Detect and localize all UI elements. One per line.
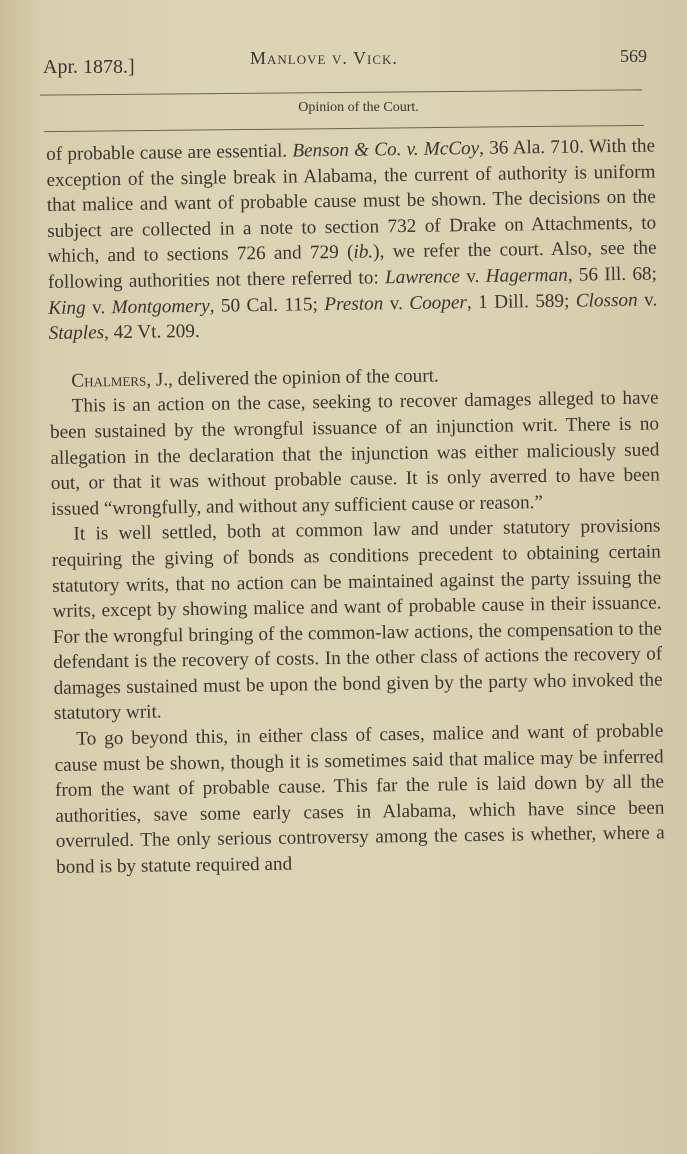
section-subhead: Opinion of the Court. xyxy=(298,100,419,115)
text-run: v. xyxy=(383,292,410,314)
text-run: , 50 Cal. 115; xyxy=(209,293,325,317)
text-run: , 56 Ill. 68; xyxy=(567,263,658,286)
judge-name: Chalmers, J., xyxy=(71,369,174,392)
text-run: , 36 Ala. 710. With the exception of the single break in Alabama, the current of authority is uniform that malice and want of probable cause must be shown. The decisions on the subject are collected in a note to section 732 of Drake on Attachments, to which, and to sections 726 and 729 ( xyxy=(46,135,657,268)
text-run: v. xyxy=(85,296,112,319)
text-run: v. xyxy=(459,265,486,288)
subhead-rule xyxy=(44,125,644,132)
case-name: Preston xyxy=(324,292,384,315)
case-name: Hagerman xyxy=(485,264,568,287)
text-run: of probable cause are essential. xyxy=(46,140,293,165)
court-opinion xyxy=(49,360,665,880)
counsel-argument-continuation xyxy=(46,133,658,346)
header-rule xyxy=(40,89,642,95)
text-run: v. xyxy=(637,289,658,311)
running-head-case-title: Manlove v. Vick. xyxy=(250,48,398,68)
running-head xyxy=(40,42,647,78)
case-name: Montgomery xyxy=(111,295,210,318)
case-name: Closson xyxy=(575,289,638,312)
opinion-paragraph: To go beyond this, in either class of cases, malice and want of probable cause must be shown, though it is sometimes said that malice may be inferred from the want of probable cause. This far the rule is laid down by all the authorities, save some early cases in Alabama, which have since been overruled. The only serious controversy among the cases is whether, where a bond is by statute required and xyxy=(54,720,665,878)
text-run: , 42 Vt. 209. xyxy=(103,321,200,344)
case-name: ib. xyxy=(353,241,374,264)
opinion-paragraph: It is well settled, both at common law and under statutory provisions requiring the giving of bonds as conditions precedent to obtaining certain statutory writs, that no action can be maintained against the party issuing the writs, except by showing malice and want of probable cause in their issuance. For the wrongful bringing of the common-law actions, the compensation to the defendant is the recovery of costs. In the other class of actions the recovery of damages sustained must be upon the bond given by the party who invoked the statutory writ. xyxy=(51,515,663,725)
argument-paragraph xyxy=(46,133,658,346)
text-run: ), we refer the court. Also, see the following authorities not there referred to: xyxy=(47,237,657,293)
page-number: 569 xyxy=(620,46,647,66)
case-name: Staples xyxy=(48,322,105,345)
case-name: King xyxy=(48,297,86,319)
text-run: , 1 Dill. 589; xyxy=(466,290,576,313)
case-name: Benson & Co. v. McCoy xyxy=(292,137,480,162)
running-head-date: Apr. 1878.] xyxy=(43,56,135,78)
opinion-intro-text: delivered the opinion of the court. xyxy=(172,365,439,391)
page-body xyxy=(46,133,665,880)
case-name: Cooper xyxy=(409,291,468,314)
opinion-paragraph: This is an action on the case, seeking to recover damages alleged to have been sustained by the wrongful issuance of an injunction writ. There is no allegation in the declaration that the injunction was either maliciously sued out, or that it was without probable cause. It is only averred to have been issued “wrongfully, and without any sufficient cause or reason.” xyxy=(49,387,660,520)
case-name: Lawrence xyxy=(384,266,461,289)
